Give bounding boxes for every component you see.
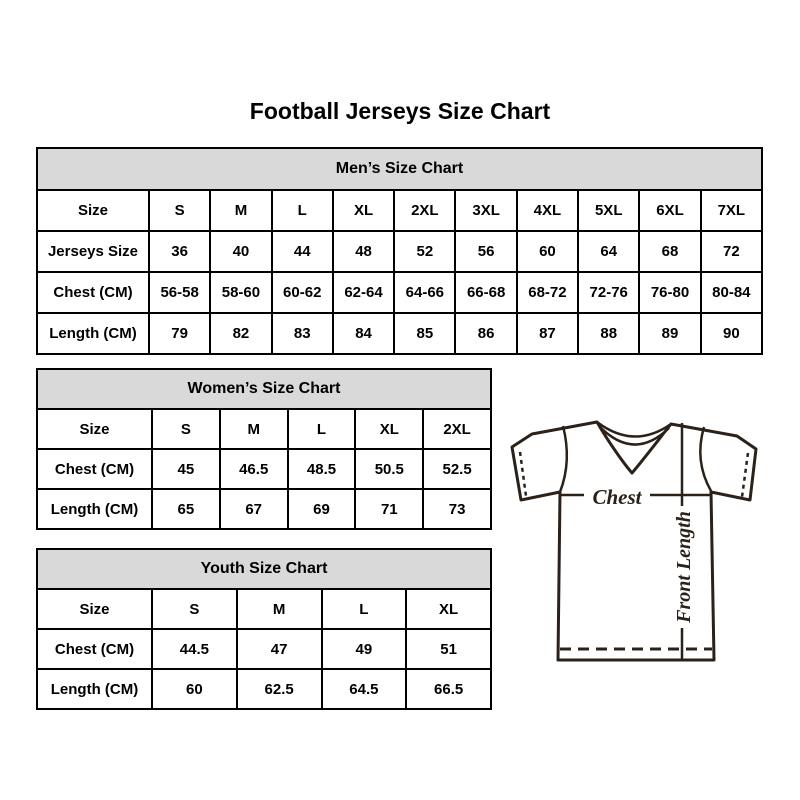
right-armhole-seam xyxy=(700,427,711,491)
womens-size-table xyxy=(36,368,492,530)
value-cell: 69 xyxy=(288,489,356,529)
value-cell: 66.5 xyxy=(406,669,491,709)
row-label-cell: Chest (CM) xyxy=(37,272,149,313)
right-cuff-dashed-line xyxy=(742,453,748,497)
table-row xyxy=(37,409,491,449)
value-cell: 89 xyxy=(639,313,700,354)
value-cell: L xyxy=(288,409,356,449)
value-cell: 68 xyxy=(639,231,700,272)
value-cell: 52.5 xyxy=(423,449,491,489)
value-cell: 40 xyxy=(210,231,271,272)
value-cell: 3XL xyxy=(455,190,516,231)
table-row xyxy=(37,589,491,629)
table-row xyxy=(37,629,491,669)
value-cell: 84 xyxy=(333,313,394,354)
row-label-cell: Jerseys Size xyxy=(37,231,149,272)
value-cell: S xyxy=(152,589,237,629)
value-cell: S xyxy=(152,409,220,449)
row-label-cell: Size xyxy=(37,409,152,449)
chest-label: Chest xyxy=(592,485,642,509)
table-row xyxy=(37,313,762,354)
value-cell: 7XL xyxy=(701,190,762,231)
value-cell: 72 xyxy=(701,231,762,272)
row-label-cell: Length (CM) xyxy=(37,669,152,709)
value-cell: 82 xyxy=(210,313,271,354)
value-cell: 44 xyxy=(272,231,333,272)
row-label-cell: Size xyxy=(37,589,152,629)
value-cell: 44.5 xyxy=(152,629,237,669)
value-cell: 67 xyxy=(220,489,288,529)
value-cell: 80-84 xyxy=(701,272,762,313)
value-cell: 87 xyxy=(517,313,578,354)
value-cell: 68-72 xyxy=(517,272,578,313)
value-cell: 71 xyxy=(355,489,423,529)
value-cell: 72-76 xyxy=(578,272,639,313)
value-cell: 64-66 xyxy=(394,272,455,313)
jersey-measurement-diagram xyxy=(508,416,760,666)
value-cell: 2XL xyxy=(423,409,491,449)
table-row xyxy=(37,231,762,272)
value-cell: 90 xyxy=(701,313,762,354)
value-cell: XL xyxy=(355,409,423,449)
value-cell: 76-80 xyxy=(639,272,700,313)
row-label-cell: Length (CM) xyxy=(37,489,152,529)
value-cell: 48.5 xyxy=(288,449,356,489)
value-cell: 46.5 xyxy=(220,449,288,489)
jersey-outline xyxy=(512,422,756,660)
value-cell: 79 xyxy=(149,313,210,354)
value-cell: 64 xyxy=(578,231,639,272)
table-row xyxy=(37,489,491,529)
row-label-cell: Size xyxy=(37,190,149,231)
left-armhole-seam xyxy=(560,426,567,492)
value-cell: 5XL xyxy=(578,190,639,231)
table-row xyxy=(37,190,762,231)
value-cell: 86 xyxy=(455,313,516,354)
value-cell: 88 xyxy=(578,313,639,354)
value-cell: 50.5 xyxy=(355,449,423,489)
value-cell: 47 xyxy=(237,629,322,669)
value-cell: 64.5 xyxy=(322,669,407,709)
page-title: Football Jerseys Size Chart xyxy=(249,98,551,124)
table-row xyxy=(37,669,491,709)
table-title: Women’s Size Chart xyxy=(37,369,491,409)
value-cell: S xyxy=(149,190,210,231)
value-cell: 73 xyxy=(423,489,491,529)
value-cell: XL xyxy=(406,589,491,629)
value-cell: 60 xyxy=(517,231,578,272)
value-cell: XL xyxy=(333,190,394,231)
value-cell: 62-64 xyxy=(333,272,394,313)
value-cell: 62.5 xyxy=(237,669,322,709)
youth-size-table xyxy=(36,548,492,710)
value-cell: 85 xyxy=(394,313,455,354)
value-cell: M xyxy=(237,589,322,629)
value-cell: 66-68 xyxy=(455,272,516,313)
table-title: Youth Size Chart xyxy=(37,549,491,589)
value-cell: 58-60 xyxy=(210,272,271,313)
value-cell: 60 xyxy=(152,669,237,709)
table-row xyxy=(37,272,762,313)
table-title: Men’s Size Chart xyxy=(37,148,762,190)
value-cell: 45 xyxy=(152,449,220,489)
left-cuff-dashed-line xyxy=(520,452,526,496)
value-cell: 2XL xyxy=(394,190,455,231)
value-cell: M xyxy=(220,409,288,449)
value-cell: 51 xyxy=(406,629,491,669)
value-cell: L xyxy=(322,589,407,629)
row-label-cell: Chest (CM) xyxy=(37,629,152,669)
value-cell: L xyxy=(272,190,333,231)
jersey-diagram-svg xyxy=(508,416,760,666)
value-cell: 56-58 xyxy=(149,272,210,313)
value-cell: 52 xyxy=(394,231,455,272)
row-label-cell: Chest (CM) xyxy=(37,449,152,489)
value-cell: 4XL xyxy=(517,190,578,231)
value-cell: 6XL xyxy=(639,190,700,231)
value-cell: 49 xyxy=(322,629,407,669)
table-row xyxy=(37,449,491,489)
front-length-label: Front Length xyxy=(673,511,695,623)
value-cell: 56 xyxy=(455,231,516,272)
value-cell: 65 xyxy=(152,489,220,529)
value-cell: 48 xyxy=(333,231,394,272)
value-cell: 60-62 xyxy=(272,272,333,313)
value-cell: 83 xyxy=(272,313,333,354)
row-label-cell: Length (CM) xyxy=(37,313,149,354)
mens-size-table xyxy=(36,147,763,355)
value-cell: M xyxy=(210,190,271,231)
value-cell: 36 xyxy=(149,231,210,272)
